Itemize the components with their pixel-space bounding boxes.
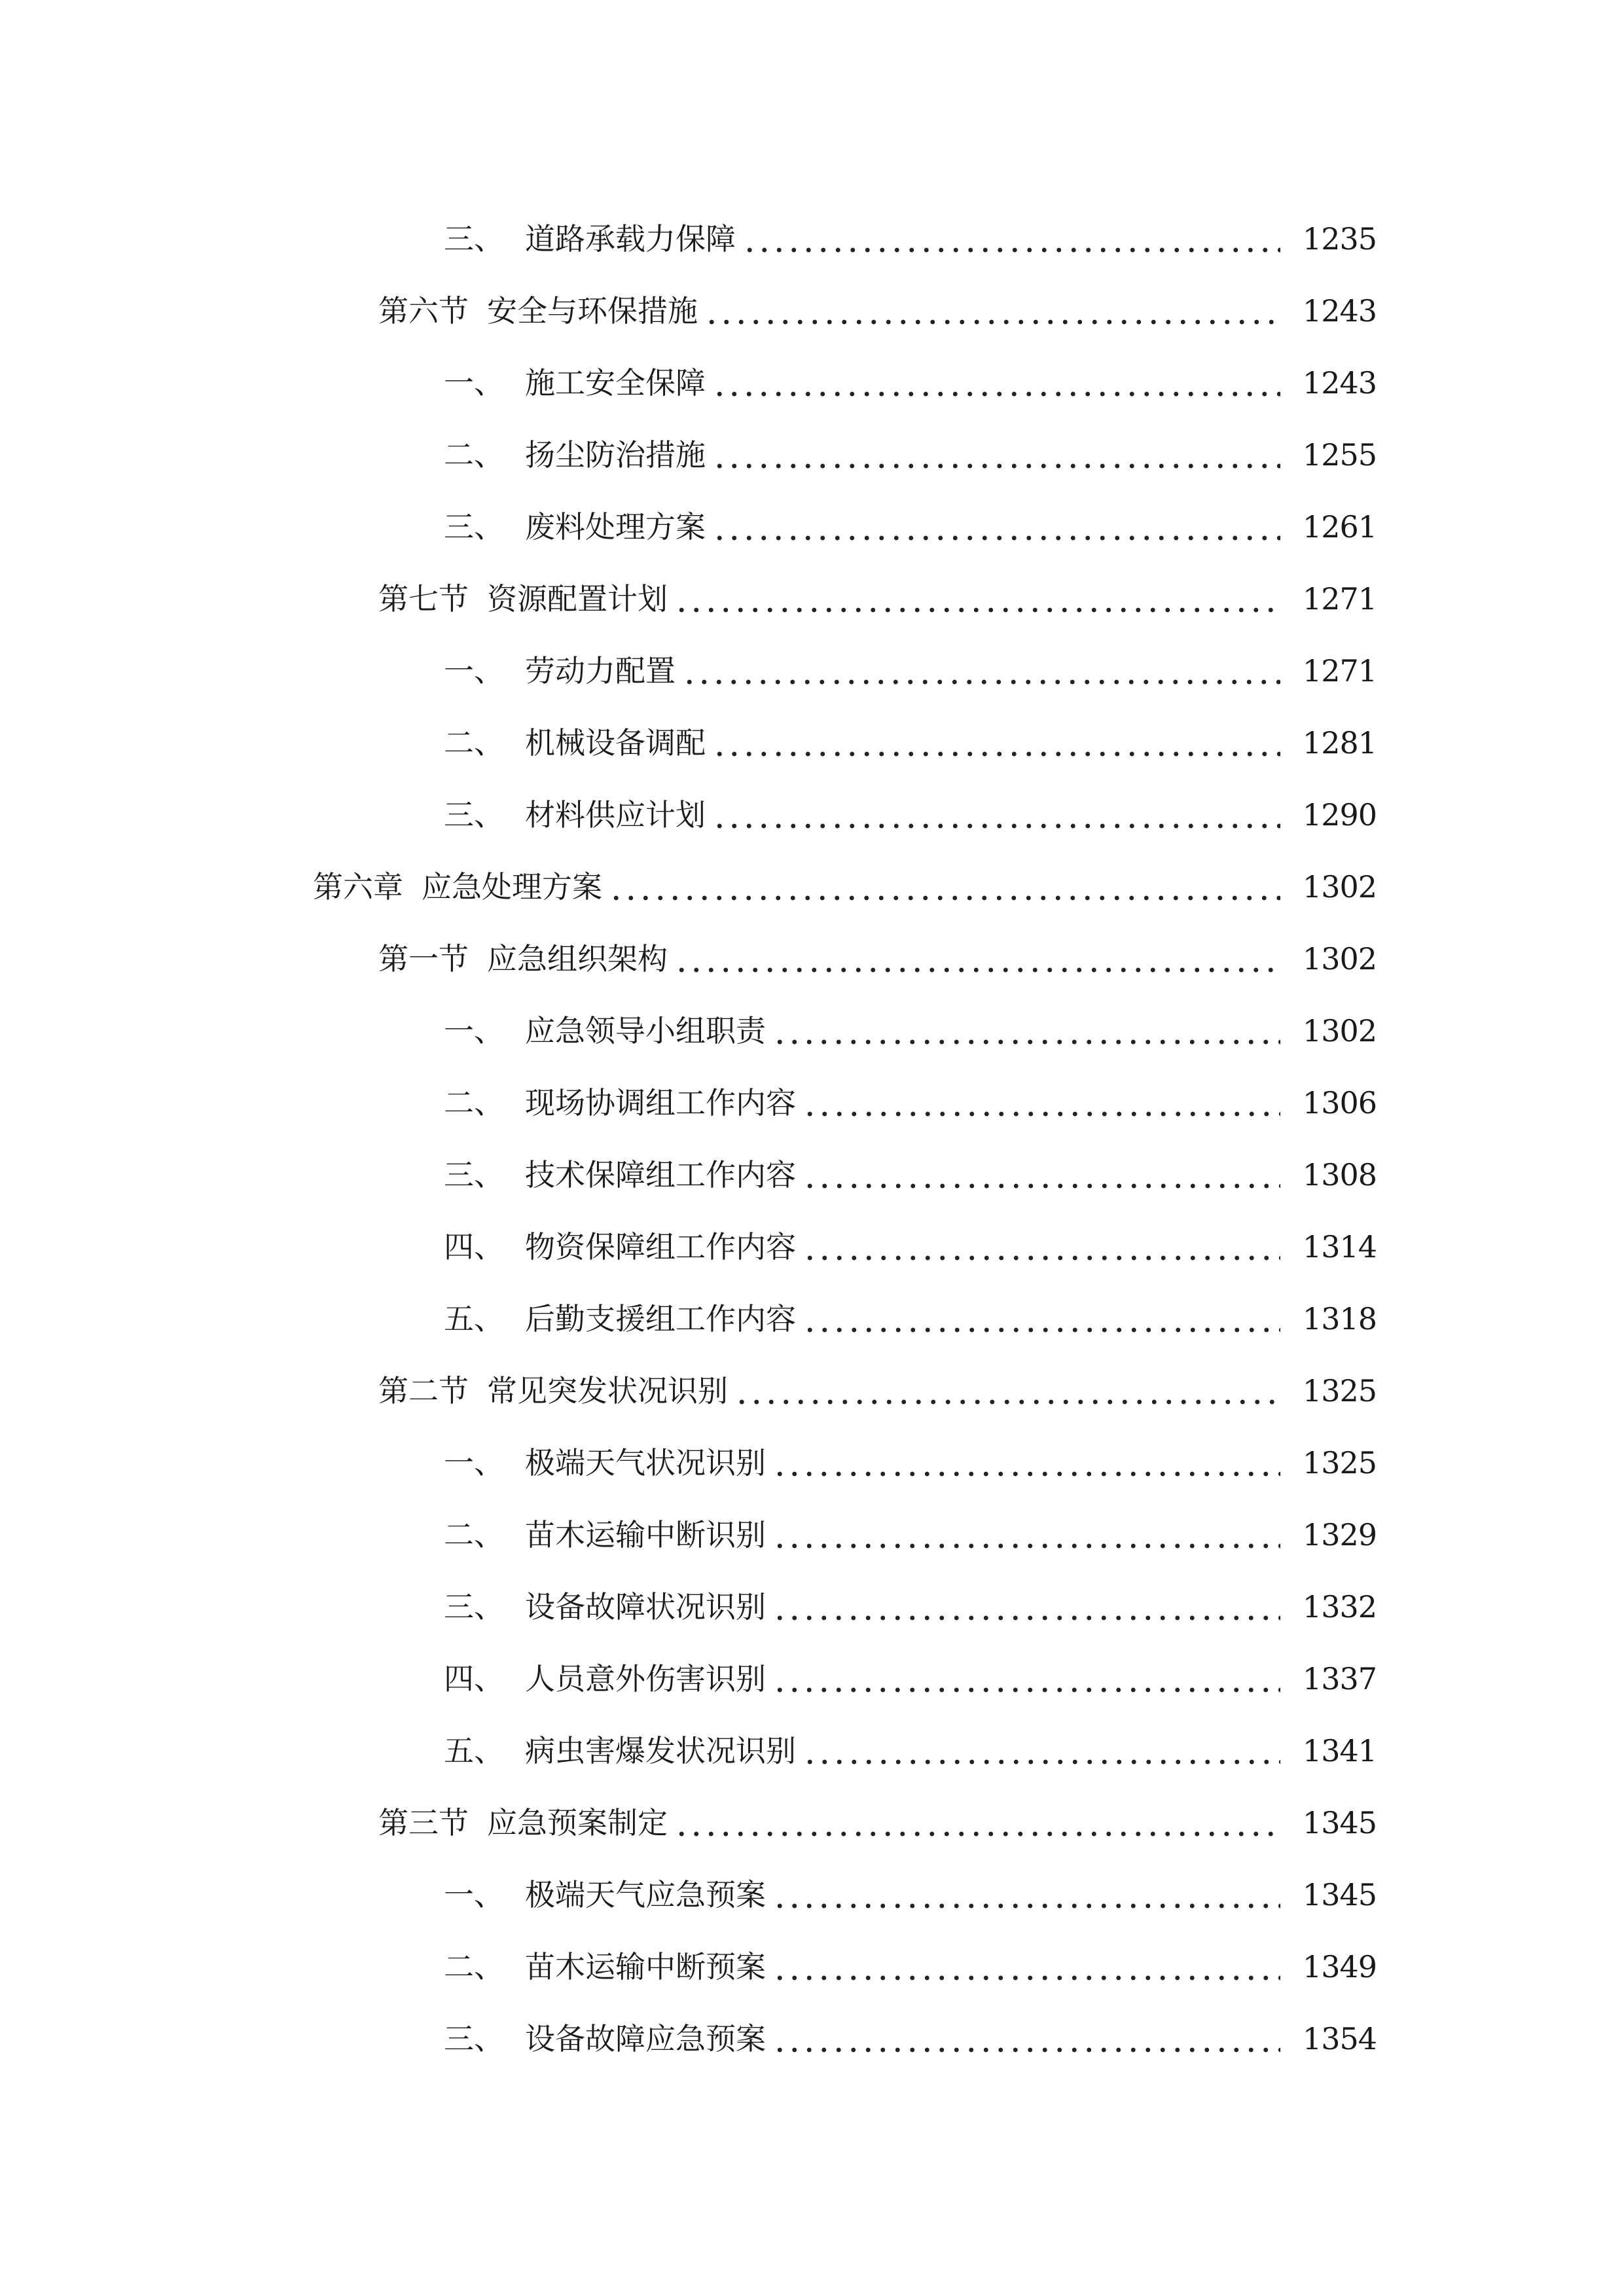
toc-entry-number: 一、 bbox=[444, 1013, 504, 1049]
toc-entry-number: 第六章 bbox=[313, 869, 403, 905]
toc-dot-leader bbox=[742, 224, 1280, 254]
toc-dot-leader bbox=[712, 440, 1280, 470]
toc-entry[interactable] bbox=[0, 1283, 1624, 1355]
toc-entry-label bbox=[313, 869, 609, 905]
toc-entry-title: 施工安全保障 bbox=[525, 365, 706, 401]
toc-entry-number: 第六节 bbox=[378, 293, 469, 329]
toc-entry-title: 人员意外伤害识别 bbox=[525, 1661, 766, 1696]
toc-entry[interactable] bbox=[0, 1859, 1624, 1931]
toc-page-number: 1281 bbox=[1302, 725, 1377, 761]
toc-page-number: 1261 bbox=[1302, 509, 1377, 545]
toc-page-number: 1308 bbox=[1302, 1157, 1377, 1193]
toc-dot-leader bbox=[712, 368, 1280, 398]
toc-page-number: 1271 bbox=[1302, 653, 1377, 689]
toc-entry-title: 应急领导小组职责 bbox=[525, 1013, 766, 1049]
toc-page-number: 1349 bbox=[1302, 1949, 1377, 1984]
toc-entry-number: 二、 bbox=[444, 1949, 504, 1984]
toc-dot-leader bbox=[803, 1160, 1280, 1190]
toc-page-number: 1337 bbox=[1302, 1661, 1377, 1696]
toc-page-number: 1255 bbox=[1302, 437, 1377, 473]
toc-page-number: 1314 bbox=[1302, 1229, 1377, 1265]
toc-entry-number: 第一节 bbox=[378, 941, 469, 977]
toc-dot-leader bbox=[803, 1304, 1280, 1334]
toc-entry[interactable] bbox=[0, 1499, 1624, 1571]
toc-dot-leader bbox=[772, 1664, 1280, 1694]
toc-entry-label bbox=[444, 653, 682, 689]
toc-entry-number: 三、 bbox=[444, 509, 504, 545]
toc-entry-number: 二、 bbox=[444, 1085, 504, 1121]
toc-entry-title: 后勤支援组工作内容 bbox=[525, 1301, 796, 1336]
toc-entry-label bbox=[444, 797, 712, 833]
toc-dot-leader bbox=[803, 1088, 1280, 1118]
toc-entry[interactable] bbox=[0, 995, 1624, 1067]
toc-entry-title: 道路承载力保障 bbox=[525, 221, 736, 257]
toc-page-number: 1235 bbox=[1302, 221, 1377, 257]
toc-entry-number: 三、 bbox=[444, 2021, 504, 2056]
toc-entry-title: 设备故障状况识别 bbox=[525, 1589, 766, 1624]
toc-dot-leader bbox=[712, 512, 1280, 542]
toc-entry[interactable] bbox=[0, 347, 1624, 419]
toc-entry-label bbox=[378, 1373, 734, 1408]
toc-entry[interactable] bbox=[0, 419, 1624, 491]
toc-entry-number: 一、 bbox=[444, 1877, 504, 1912]
toc-entry-label bbox=[444, 1445, 772, 1480]
toc-entry-label bbox=[444, 1733, 803, 1768]
toc-entry-title: 病虫害爆发状况识别 bbox=[525, 1733, 796, 1768]
toc-entry-title: 资源配置计划 bbox=[487, 581, 668, 617]
toc-entry-title: 现场协调组工作内容 bbox=[525, 1085, 796, 1121]
toc-entry[interactable] bbox=[0, 1067, 1624, 1139]
toc-entry-label bbox=[378, 581, 674, 617]
toc-entry-label bbox=[444, 1877, 772, 1912]
toc-entry-number: 三、 bbox=[444, 221, 504, 257]
toc-entry-label bbox=[444, 1301, 803, 1336]
toc-entry[interactable] bbox=[0, 1931, 1624, 2003]
toc-entry[interactable] bbox=[0, 635, 1624, 707]
toc-entry[interactable] bbox=[0, 1643, 1624, 1715]
toc-dot-leader bbox=[704, 296, 1280, 326]
toc-entry-number: 一、 bbox=[444, 653, 504, 689]
toc-page-number: 1302 bbox=[1302, 941, 1377, 977]
toc-dot-leader bbox=[712, 728, 1280, 758]
toc-entry-number: 四、 bbox=[444, 1661, 504, 1696]
toc-entry[interactable] bbox=[0, 2003, 1624, 2075]
toc-page-number: 1354 bbox=[1302, 2021, 1377, 2056]
toc-entry[interactable] bbox=[0, 1139, 1624, 1211]
toc-entry-number: 第二节 bbox=[378, 1373, 469, 1408]
toc-page-number: 1302 bbox=[1302, 1013, 1377, 1049]
toc-entry-label bbox=[444, 725, 712, 761]
toc-dot-leader bbox=[734, 1376, 1280, 1406]
toc-entry-title: 技术保障组工作内容 bbox=[525, 1157, 796, 1193]
toc-entry-number: 四、 bbox=[444, 1229, 504, 1265]
toc-entry[interactable] bbox=[0, 1787, 1624, 1859]
toc-page-number: 1243 bbox=[1302, 293, 1377, 329]
toc-entry[interactable] bbox=[0, 1427, 1624, 1499]
toc-dot-leader bbox=[803, 1232, 1280, 1262]
toc-dot-leader bbox=[772, 1520, 1280, 1550]
toc-entry-title: 应急组织架构 bbox=[487, 941, 668, 977]
toc-entry-label bbox=[444, 2021, 772, 2056]
toc-dot-leader bbox=[772, 2024, 1280, 2054]
toc-entry-label bbox=[444, 365, 712, 401]
toc-page-number: 1345 bbox=[1302, 1877, 1377, 1912]
toc-page-number: 1345 bbox=[1302, 1805, 1377, 1840]
toc-dot-leader bbox=[772, 1952, 1280, 1982]
toc-entry[interactable] bbox=[0, 1355, 1624, 1427]
toc-entry[interactable] bbox=[0, 563, 1624, 635]
toc-entry-label bbox=[444, 509, 712, 545]
table-of-contents bbox=[0, 203, 1624, 2075]
toc-entry[interactable] bbox=[0, 707, 1624, 779]
toc-entry-number: 第三节 bbox=[378, 1805, 469, 1840]
toc-entry-title: 极端天气应急预案 bbox=[525, 1877, 766, 1912]
toc-entry-label bbox=[444, 1589, 772, 1624]
toc-page-number: 1290 bbox=[1302, 797, 1377, 833]
toc-entry-title: 常见突发状况识别 bbox=[487, 1373, 728, 1408]
toc-entry-label bbox=[444, 1157, 803, 1193]
toc-entry-number: 二、 bbox=[444, 1517, 504, 1552]
toc-dot-leader bbox=[674, 1808, 1280, 1838]
toc-page-number: 1271 bbox=[1302, 581, 1377, 617]
toc-entry-title: 苗木运输中断预案 bbox=[525, 1949, 766, 1984]
toc-entry[interactable] bbox=[0, 1571, 1624, 1643]
toc-entry[interactable] bbox=[0, 1211, 1624, 1283]
toc-dot-leader bbox=[772, 1016, 1280, 1046]
toc-entry-title: 机械设备调配 bbox=[525, 725, 706, 761]
toc-entry-title: 扬尘防治措施 bbox=[525, 437, 706, 473]
toc-entry-label bbox=[444, 1229, 803, 1265]
toc-entry-title: 劳动力配置 bbox=[525, 653, 676, 689]
toc-page-number: 1302 bbox=[1302, 869, 1377, 905]
toc-dot-leader bbox=[772, 1880, 1280, 1910]
toc-entry-label bbox=[444, 1949, 772, 1984]
toc-entry-title: 安全与环保措施 bbox=[487, 293, 698, 329]
toc-dot-leader bbox=[674, 584, 1280, 614]
toc-page-number: 1341 bbox=[1302, 1733, 1377, 1768]
toc-entry-label bbox=[444, 1013, 772, 1049]
toc-entry-number: 三、 bbox=[444, 1157, 504, 1193]
toc-entry[interactable] bbox=[0, 1715, 1624, 1787]
toc-entry-label bbox=[444, 1085, 803, 1121]
toc-entry[interactable] bbox=[0, 851, 1624, 923]
toc-entry-number: 三、 bbox=[444, 797, 504, 833]
toc-entry-number: 一、 bbox=[444, 365, 504, 401]
toc-entry-number: 一、 bbox=[444, 1445, 504, 1480]
toc-dot-leader bbox=[609, 872, 1280, 902]
toc-entry-label bbox=[378, 941, 674, 977]
toc-dot-leader bbox=[674, 944, 1280, 974]
toc-page-number: 1325 bbox=[1302, 1445, 1377, 1480]
toc-page-number: 1325 bbox=[1302, 1373, 1377, 1408]
toc-entry[interactable] bbox=[0, 923, 1624, 995]
toc-entry-title: 废料处理方案 bbox=[525, 509, 706, 545]
toc-dot-leader bbox=[712, 800, 1280, 830]
toc-entry-number: 二、 bbox=[444, 437, 504, 473]
toc-entry-title: 应急预案制定 bbox=[487, 1805, 668, 1840]
toc-entry-number: 五、 bbox=[444, 1733, 504, 1768]
toc-entry-label bbox=[444, 1517, 772, 1552]
toc-entry[interactable] bbox=[0, 779, 1624, 851]
toc-entry-number: 五、 bbox=[444, 1301, 504, 1336]
toc-page-number: 1329 bbox=[1302, 1517, 1377, 1552]
toc-page-number: 1332 bbox=[1302, 1589, 1377, 1624]
toc-entry-label bbox=[444, 221, 742, 257]
toc-entry-number: 三、 bbox=[444, 1589, 504, 1624]
toc-entry-label bbox=[444, 1661, 772, 1696]
toc-entry-label bbox=[378, 293, 704, 329]
toc-entry-title: 设备故障应急预案 bbox=[525, 2021, 766, 2056]
toc-entry[interactable] bbox=[0, 275, 1624, 347]
toc-entry-number: 第七节 bbox=[378, 581, 469, 617]
toc-entry-title: 苗木运输中断识别 bbox=[525, 1517, 766, 1552]
toc-entry-title: 物资保障组工作内容 bbox=[525, 1229, 796, 1265]
toc-entry-label bbox=[378, 1805, 674, 1840]
toc-entry-title: 材料供应计划 bbox=[525, 797, 706, 833]
toc-page-number: 1306 bbox=[1302, 1085, 1377, 1121]
toc-dot-leader bbox=[772, 1592, 1280, 1622]
toc-entry-title: 极端天气状况识别 bbox=[525, 1445, 766, 1480]
toc-entry-title: 应急处理方案 bbox=[422, 869, 602, 905]
toc-dot-leader bbox=[803, 1736, 1280, 1766]
toc-dot-leader bbox=[682, 656, 1280, 686]
toc-entry-label bbox=[444, 437, 712, 473]
toc-entry-number: 二、 bbox=[444, 725, 504, 761]
toc-page-number: 1243 bbox=[1302, 365, 1377, 401]
toc-entry[interactable] bbox=[0, 491, 1624, 563]
toc-entry[interactable] bbox=[0, 203, 1624, 275]
toc-dot-leader bbox=[772, 1448, 1280, 1478]
toc-page-number: 1318 bbox=[1302, 1301, 1377, 1336]
